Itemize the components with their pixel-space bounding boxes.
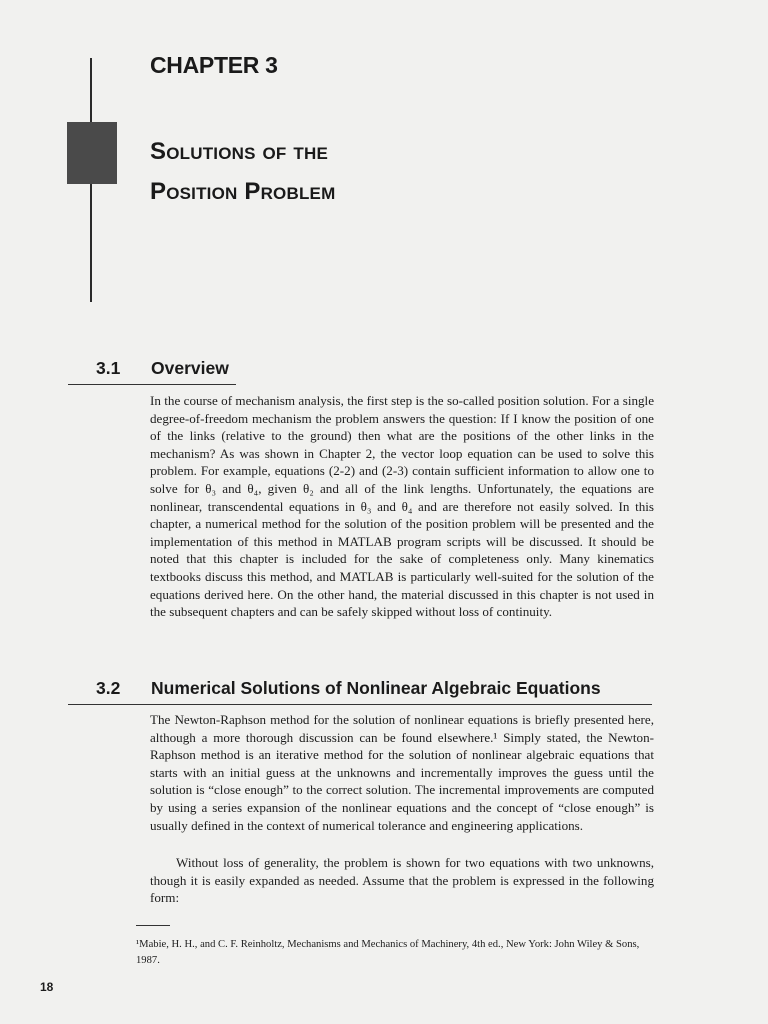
section-title: Numerical Solutions of Nonlinear Algebraic Equations [151,678,601,698]
section-heading-overview [96,358,229,379]
chapter-label: CHAPTER 3 [150,52,278,78]
section-rule [68,384,236,385]
overview-paragraph: In the course of mechanism analysis, the first step is the so-called position solution. For a single degree-of-freedom mechanism the problem answers the question: If I know the position of one of the links (relative to the ground) then what are the positions of the other links in the mechanism? As was shown in Chapter 2, the vector loop equation can be used to solve this problem. For example, equations (2-2) and (2-3) contain sufficient information to allow one to solve for θ₃ and θ₄, given θ₂ and all of the link lengths. Unfortunately, the equations are nonlinear, transcendental equations in θ₃ and θ₄ and are therefore not easily solved. In this chapter, a numerical method for the solution of the position problem will be presented and the implementation of this method in MATLAB program scripts will be discussed. It should be noted that this chapter is included for the sake of completeness only. Many kinematics textbooks discuss this method, and MATLAB is particularly well-suited for the solution of the equations derived here. On the other hand, the material discussed in this chapter is not used in the subsequent chapters and can be safely skipped without loss of continuity. [150,393,654,620]
footnote: ¹Mabie, H. H., and C. F. Reinholtz, Mechanisms and Mechanics of Machinery, 4th ed., New York: John Wiley & Sons, 1987. [136,939,640,966]
section-title: Overview [151,358,229,378]
chapter-title [150,132,335,212]
footnote-rule [136,925,170,926]
section-heading-numerical [96,678,601,699]
numerical-paragraph-1: The Newton-Raphson method for the solution of nonlinear equations is briefly presented here, although a more thorough discussion can be found elsewhere.¹ Simply stated, the Newton-Raphson method is an iterative method for the solution of nonlinear algebraic equations that starts with an initial guess at the unknowns and incrementally improves the guess until the solution is “close enough” to the correct solution. The incremental improvements are computed by using a series expansion of the nonlinear equations and the concept of “close enough” is usually defined in the context of numerical tolerance and engineering applications. [150,712,654,833]
chapter-marker-block [67,122,117,184]
numerical-paragraph-2-text: Without loss of generality, the problem is shown for two equations with two unknowns, though it is easily expanded as needed. Assume that the problem is expressed in the following form: [150,855,654,906]
section-rule [68,704,652,705]
chapter-title-line-2: Position Problem [150,178,336,205]
section-number: 3.2 [96,678,121,698]
page-number: 18 [40,980,54,994]
chapter-title-line-1: Solutions of the [150,138,328,165]
numerical-paragraph-2 [150,854,654,907]
section-number: 3.1 [96,358,121,378]
